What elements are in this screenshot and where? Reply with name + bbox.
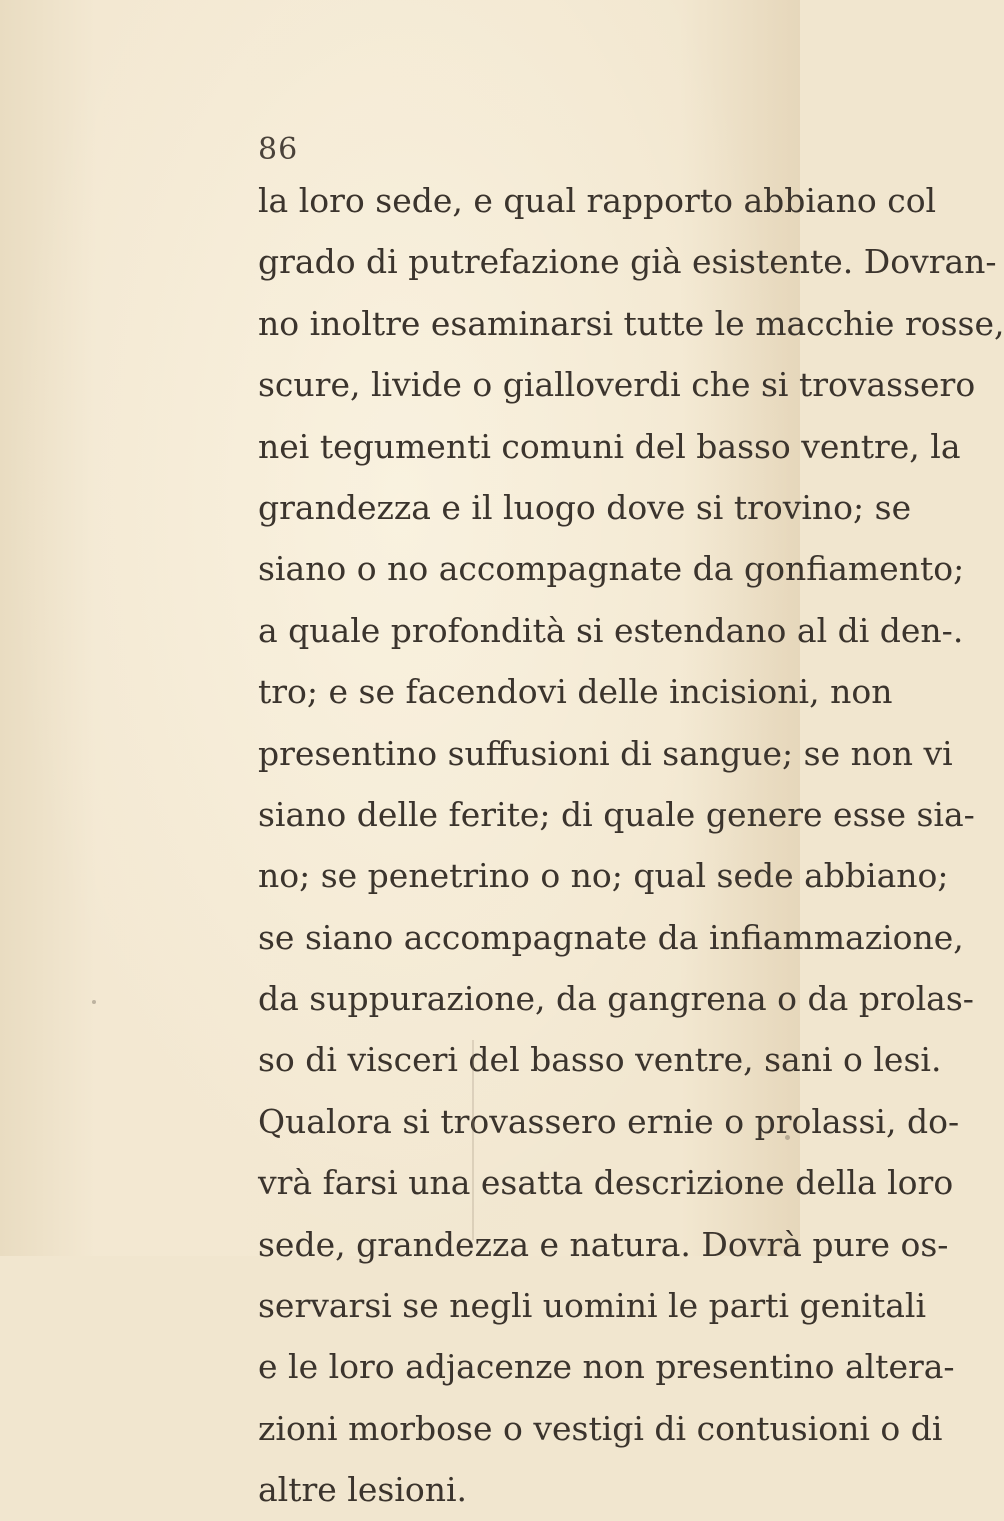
text-line: so di visceri del basso ventre, sani o lesi. [258,1040,942,1080]
text-line: siano o no accompagnate da gonfiamento; [258,549,965,589]
text-line: grado di putrefazione già esistente. Dovran- [258,242,997,282]
text-line: grandezza e il luogo dove si trovino; se [258,487,912,527]
text-line: nei tegumenti comuni del basso ventre, la [258,426,961,466]
text-line: no inoltre esaminarsi tutte le macchie rosse, [258,303,1004,343]
text-line: tro; e se facendovi delle incisioni, non [258,672,893,712]
paper-speck [720,1188,723,1191]
paper-speck [92,1000,96,1004]
text-line: no; se penetrino o no; qual sede abbiano; [258,856,949,896]
text-line: a quale profondità si estendano al di den-. [258,610,964,650]
text-line: se siano accompagnate da infiammazione, [258,917,964,957]
page-number: 86 [258,132,299,167]
text-line: scure, livide o gialloverdi che si trovassero [258,365,976,405]
text-line: Qualora si trovassero ernie o prolassi, do- [258,1101,960,1141]
text-line: e le loro adjacenze non presentino altera- [258,1347,955,1387]
text-line: presentino suffusioni di sangue; se non vi [258,733,953,773]
text-line: siano delle ferite; di quale genere esse sia- [258,794,975,834]
text-line: vrà farsi una esatta descrizione della loro [258,1163,954,1203]
text-line: da suppurazione, da gangrena o da prolas- [258,979,974,1019]
text-line-last: altre lesioni. [258,1470,468,1510]
paper-crease [472,1040,474,1240]
paper-speck [785,1135,790,1140]
text-line: zioni morbose o vestigi di contusioni o di [258,1408,943,1448]
text-line: la loro sede, e qual rapporto abbiano col [258,181,937,220]
text-line: servarsi se negli uomini le parti genitali [258,1286,926,1326]
body-text [258,170,1004,1521]
text-line: sede, grandezza e natura. Dovrà pure os- [258,1224,949,1264]
